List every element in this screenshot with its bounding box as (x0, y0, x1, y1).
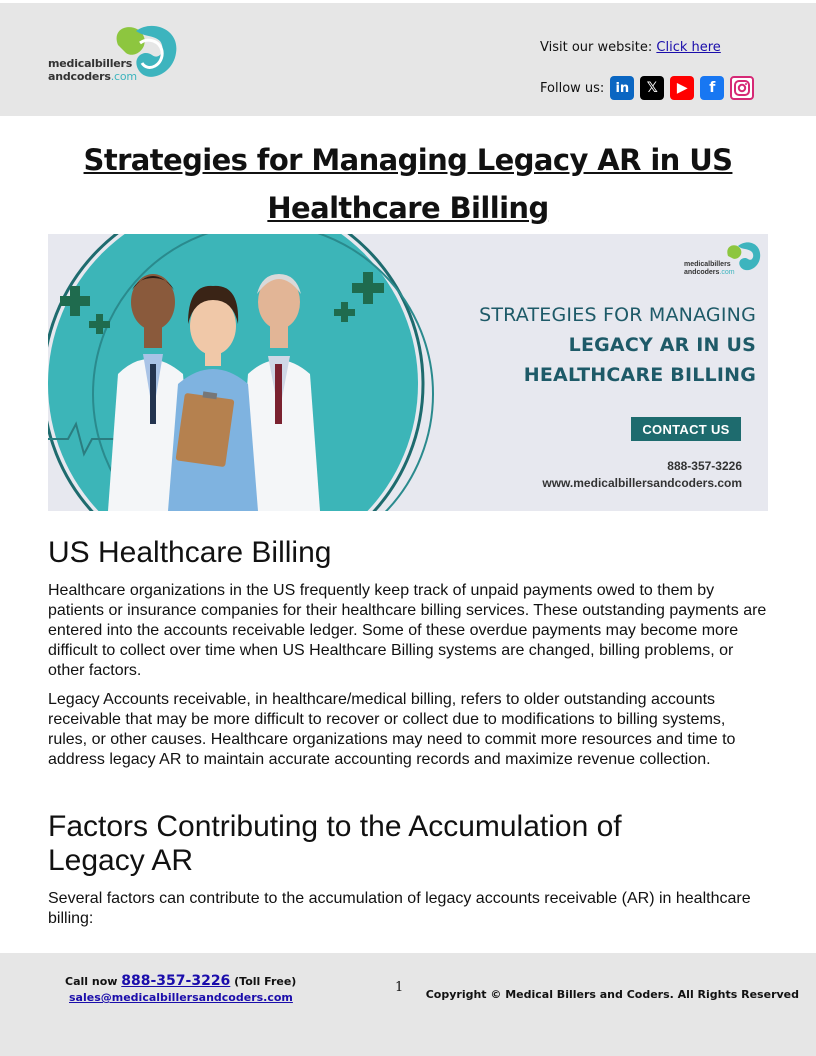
facebook-icon[interactable]: f (700, 76, 724, 100)
logo-line2: andcoders (48, 70, 111, 83)
footer-email-link[interactable]: sales@medicalbillersandcoders.com (69, 991, 293, 1004)
footer-call (65, 973, 296, 989)
instagram-glyph-icon (733, 79, 751, 97)
banner-heading-3: HEALTHCARE BILLING (523, 364, 756, 386)
visit-website (540, 40, 721, 55)
banner-phone: 888-357-3226 (667, 459, 742, 473)
page-header (0, 0, 816, 116)
logo-line1: medicalbillers (48, 57, 133, 70)
instagram-icon[interactable] (730, 76, 754, 100)
page-number: 1 (395, 980, 404, 995)
footer-phone-link[interactable]: 888-357-3226 (121, 973, 231, 989)
youtube-icon[interactable]: ▶ (670, 76, 694, 100)
x-icon[interactable]: 𝕏 (640, 76, 664, 100)
visit-label: Visit our website: (540, 40, 653, 55)
page-title (48, 136, 768, 232)
title-line2: Healthcare Billing (267, 191, 549, 225)
paragraph-1: Healthcare organizations in the US frequently keep track of unpaid payments owed to them by patients or insurance companies for their healthcare billing services. These outstanding payments are entered into the accounts receivable ledger. Some of these overdue payments may become more difficult to collect over time when US Healthcare Billing systems are changed, billing problems, or other factors. (48, 582, 767, 679)
linkedin-icon[interactable]: in (610, 76, 634, 100)
section-heading-factors-line1: Factors Contributing to the Accumulation of (48, 810, 622, 843)
page-footer (0, 953, 816, 1056)
logo-wordmark (48, 57, 137, 83)
banner-logo-wordmark (684, 261, 735, 277)
title-line1: Strategies for Managing Legacy AR in US (83, 143, 733, 177)
website-link[interactable]: Click here (656, 40, 721, 55)
footer-toll-free: (Toll Free) (234, 975, 297, 988)
follow-label: Follow us: (540, 80, 605, 96)
banner-logo-domain: .com (719, 269, 735, 276)
follow-us (540, 76, 754, 100)
contact-us-button[interactable]: CONTACT US (631, 417, 741, 441)
paragraph-2: Legacy Accounts receivable, in healthcare/medical billing, refers to older outstanding accounts receivable that may be more difficult to recover or collect due to modifications to billing systems, rules, or other causes. Healthcare organizations may need to commit more resources and time to address legacy AR to maintain accurate accounting records and maximize revenue collection. (48, 691, 736, 768)
logo-domain: .com (110, 70, 137, 83)
footer-call-label: Call now (65, 975, 118, 988)
company-logo[interactable] (48, 23, 188, 93)
banner-heading-1: STRATEGIES FOR MANAGING (479, 304, 756, 326)
banner-logo-line2: andcoders (684, 269, 720, 276)
section-heading-us-healthcare-billing: US Healthcare Billing (48, 536, 332, 569)
paragraph-3: Several factors can contribute to the accumulation of legacy accounts receivable (AR) in healthcare billing: (48, 890, 751, 927)
section-heading-factors (48, 810, 622, 878)
banner-heading-2: LEGACY AR IN US (568, 334, 756, 356)
footer-copyright: Copyright © Medical Billers and Coders. All Rights Reserved (425, 988, 799, 1001)
section-heading-factors-line2: Legacy AR (48, 844, 194, 877)
banner-url: www.medicalbillersandcoders.com (542, 476, 742, 490)
hero-banner (48, 234, 768, 511)
banner-logo-line1: medicalbillers (684, 261, 731, 268)
